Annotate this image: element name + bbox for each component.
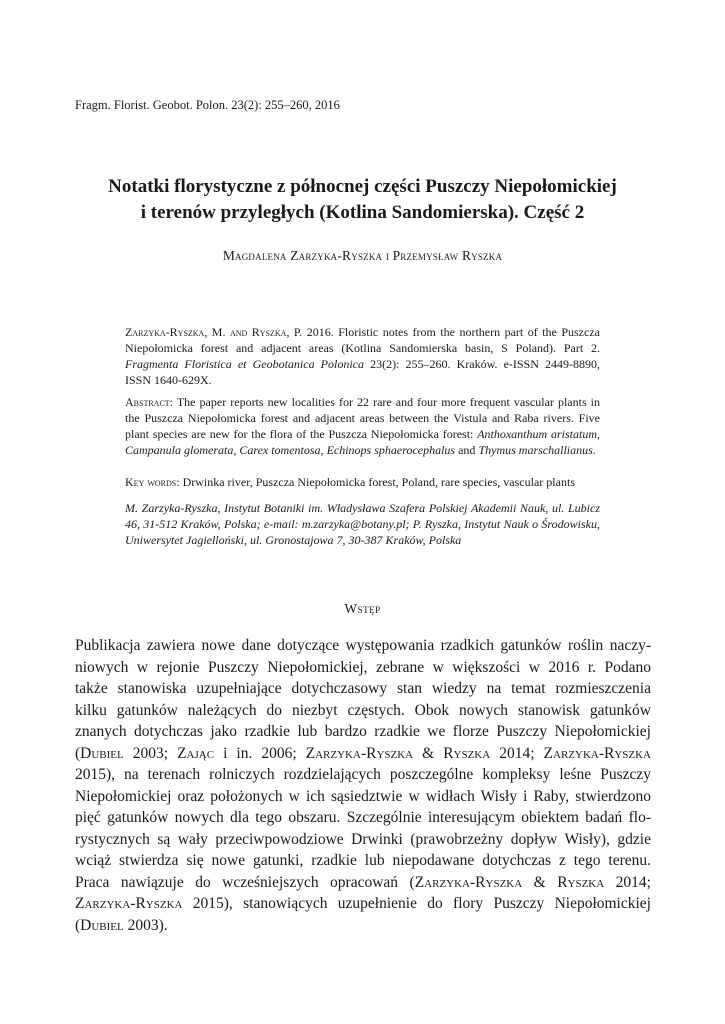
species-name: Thymus marschallianus <box>478 443 593 457</box>
text-run: ( <box>75 916 81 934</box>
cited-author: Zarzyka-Ryszka <box>414 873 523 891</box>
title-line-1: Notatki florystyczne z północnej części Puszczy Niepołomickiej <box>108 176 617 197</box>
body-line: także stanowiska uzupełniające dotychczasowy stan wiedzy na temat rozmieszczenia <box>75 680 651 697</box>
separator: , <box>233 443 240 457</box>
species-name: Echinops sphaerocephalus <box>326 443 456 457</box>
cited-author: Zarzyka-Ryszka <box>75 895 183 912</box>
cited-author: Dubiel <box>80 916 124 934</box>
separator: , <box>597 427 600 441</box>
journal-reference: Fragm. Florist. Geobot. Polon. 23(2): 255–260, 2016 <box>75 98 340 112</box>
separator: and <box>455 443 479 457</box>
citation-authors: Zarzyka-Ryszka, M. and Ryszka, P. <box>125 325 303 339</box>
text-run: & <box>413 744 444 762</box>
body-line <box>75 893 651 915</box>
keywords <box>125 474 600 490</box>
body-line: Publikacja zawiera nowe dane dotyczące występowania rzadkich gatunków roślin naczy- <box>75 637 651 654</box>
text-run: 2003). <box>123 916 168 934</box>
abstract-label: Abstract: <box>125 395 174 409</box>
cited-author: Zarzyka-Ryszka <box>543 744 651 762</box>
separator: . <box>592 443 596 457</box>
body-line: wciąż stwierdza się nowe gatunki, rzadkie lub niepodawane dotychczas z tego terenu. <box>75 852 651 869</box>
keywords-label: Key words: <box>125 475 180 489</box>
cited-author: Zarzyka-Ryszka <box>305 744 414 762</box>
body-line <box>75 743 651 765</box>
body-line: pięć gatunków nowych dla tego obszaru. Szczególnie interesującym obiektem badań flo- <box>75 809 651 826</box>
title-line-2: i terenów przyległych (Kotlina Sandomierska). Część 2 <box>140 202 585 223</box>
keywords-text: Drwinka river, Puszcza Niepołomicka forest, Poland, rare species, vascular plants <box>179 475 575 489</box>
citation <box>125 324 600 388</box>
citation-journal: Fragmenta Floristica et Geobotanica Polonica <box>125 357 364 371</box>
body-line: znanych dotychczas jako rzadkie lub bardzo rzadkie we florze Puszczy Niepołomickiej <box>75 723 651 740</box>
authors: Magdalena Zarzyka-Ryszka i Przemysław Ryszka <box>222 248 503 263</box>
species-name: Campanula glomerata <box>125 443 234 457</box>
author-addresses: M. Zarzyka-Ryszka, Instytut Botaniki im. Władysława Szafera Polskiej Akademii Nauk, ul. Lubicz 46, 31-512 Kraków, Polska; e-mail: m.zarzyka@botany.pl; P. Ryszka, Instytut Nauk o Środowisku, Uniwersytet Jagielloński, ul. Gronostajowa 7, 30-387 Kraków, Polska <box>125 501 600 547</box>
body-line: niowych w rejonie Puszczy Niepołomickiej, zebrane w większości w 2016 r. Podano <box>75 658 651 676</box>
body-line: 2015), na terenach rolniczych rozdzielających poszczególne kompleksy leśne Puszczy <box>75 766 651 783</box>
body-line: rystycznych są wały przeciwpowodziowe Drwinki (prawobrzeżny dopływ Wisły), gdzie <box>75 830 651 848</box>
species-name: Anthoxanthum aristatum <box>477 427 597 441</box>
section-heading: Wstęp <box>344 601 381 616</box>
cited-author: Ryszka <box>557 873 605 891</box>
text-run: 2014; <box>604 873 651 891</box>
text-run: 2015), stanowiących uzupełnienie do flory Puszczy Niepołomickiej <box>182 895 651 912</box>
abstract <box>125 394 600 458</box>
body-line: Niepołomickiej oraz położonych w ich sąsiedztwie w widłach Wisły i Raby, stwierdzono <box>75 787 651 805</box>
text-run: 2014; <box>490 744 544 762</box>
body-paragraph <box>75 635 651 936</box>
text-run: Praca nawiązuje do wcześniejszych opracowań ( <box>75 873 415 891</box>
cited-author: Dubiel <box>80 744 124 762</box>
text-run: & <box>522 873 558 891</box>
article-title <box>60 174 665 226</box>
cited-author: Ryszka <box>443 744 491 762</box>
cited-author: Zając <box>177 744 215 762</box>
abstract-text: The paper reports new localities for 22 rare and four more frequent vascular plants in the Puszcza Niepołomicka forest and adjacent areas between the Vistula and Raba rivers. Five plant species are new for the flora of the Puszcza Niepołomicka forest: <box>125 395 600 441</box>
text-run: i in. 2006; <box>214 744 306 762</box>
body-line <box>75 872 651 894</box>
text-run: ( <box>75 744 81 762</box>
citation-details: 23(2): 255–260. Kraków. e-ISSN 2449-8890, ISSN 1640-629X. <box>125 357 600 387</box>
separator: , <box>320 443 327 457</box>
body-line: kilku gatunków należących do niezbyt częstych. Obok nowych stanowisk gatunków <box>75 701 651 719</box>
species-name: Carex tomentosa <box>239 443 321 457</box>
body-line <box>75 915 651 937</box>
text-run: 2003; <box>123 744 178 762</box>
citation-text: 2016. Floristic notes from the northern part of the Puszcza Niepołomicka forest and adjacent areas (Kotlina Sandomierska basin, S Poland). Part 2. <box>125 325 600 355</box>
